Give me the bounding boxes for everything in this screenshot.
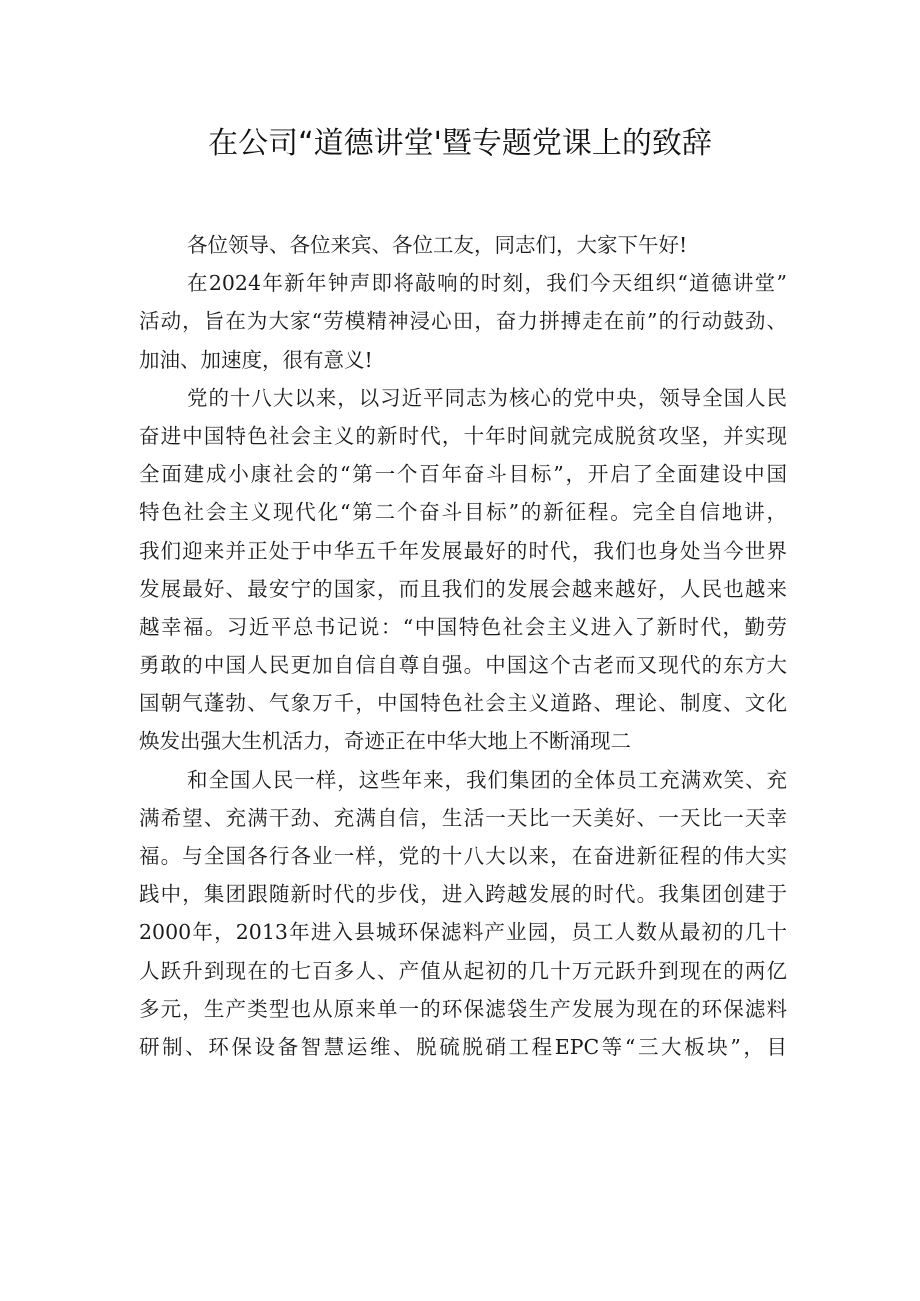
body-line: 加油、加速度，很有意义!	[139, 347, 373, 372]
body-line: 特色社会主义现代化“第二个奋斗目标”的新征程。完全自信地讲，	[139, 500, 787, 525]
body-line: 全面建成小康社会的“第一个百年奋斗目标”，开启了全面建设中国	[139, 462, 787, 487]
body-line: 活动，旨在为大家“劳模精神浸心田，奋力拼搏走在前”的行动鼓劲、	[139, 309, 787, 334]
body-line: 国朝气蓬勃、气象万千，中国特色社会主义道路、理论、制度、文化	[139, 691, 787, 716]
body-line: 福。与全国各行各业一样，党的十八大以来，在奋进新征程的伟大实	[139, 844, 787, 868]
body-line: 多元，生产类型也从原来单一的环保滤袋生产发展为现在的环保滤料	[139, 996, 787, 1021]
body-line: 践中，集团跟随新时代的步伐，进入跨越发展的时代。我集团创建于	[139, 882, 787, 907]
body-line: 研制、环保设备智慧运维、脱硫脱硝工程EPC等“三大板块”，目	[139, 1034, 787, 1059]
body-line: 发展最好、最安宁的国家，而且我们的发展会越来越好，人民也越来	[139, 576, 787, 601]
body-line: 和全国人民一样，这些年来，我们集团的全体员工充满欢笑、充	[187, 767, 787, 792]
body-line: 越幸福。习近平总书记说：“中国特色社会主义进入了新时代，勤劳	[139, 614, 787, 639]
body-line: 在2024年新年钟声即将敲响的时刻，我们今天组织“道德讲堂”	[187, 271, 787, 296]
document-body	[139, 226, 787, 1066]
body-line: 满希望、充满干劲、充满自信，生活一天比一天美好、一天比一天幸	[139, 805, 787, 830]
body-line: 各位领导、各位来宾、各位工友，同志们，大家下午好!	[187, 233, 688, 257]
body-line: 奋进中国特色社会主义的新时代，十年时间就完成脱贫攻坚，并实现	[139, 423, 787, 448]
body-line: 2000年，2013年进入县城环保滤料产业园，员工人数从最初的几十	[139, 920, 787, 945]
body-line: 党的十八大以来，以习近平同志为核心的党中央，领导全国人民	[187, 385, 787, 410]
body-line: 焕发出强大生机活力，奇迹正在中华大地上不断涌现二	[139, 729, 631, 754]
body-line: 勇敢的中国人民更加自信自尊自强。中国这个古老而又现代的东方大	[139, 653, 787, 678]
document-title: 在公司“道德讲堂'暨专题党课上的致辞	[208, 126, 712, 161]
body-line: 人跃升到现在的七百多人、产值从起初的几十万元跃升到现在的两亿	[139, 958, 787, 983]
body-line: 我们迎来并正处于中华五千年发展最好的时代，我们也身处当今世界	[139, 538, 787, 563]
